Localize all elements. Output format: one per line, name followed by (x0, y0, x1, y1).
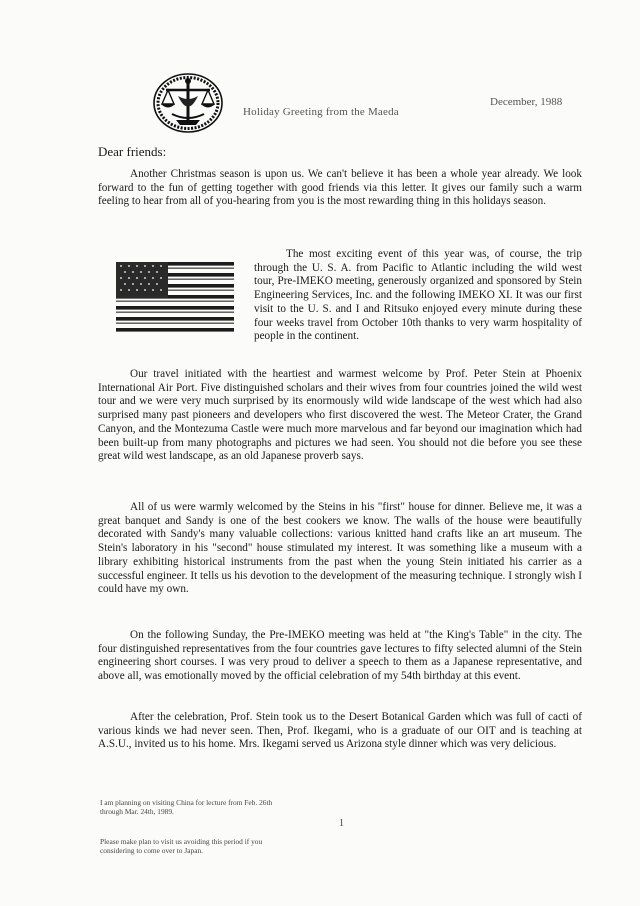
footnote-china-lecture: I am planning on visiting China for lecture from Feb. 26th through Mar. 24th, 1989. (100, 798, 273, 816)
page-mark: 1 (339, 818, 344, 829)
paragraph-stein-house: All of us were warmly welcomed by the Steins in his "first" house for dinner. Believe me, it was a great banquet and Sandy is one of the best cookers we know. The walls of the house were beautifully decorated with Sandy's many valuable collections: various knitted hand crafts like an art museum. The Stein's laboratory in his "second" house stimulated my interest. It was something like a museum with a library exhibiting historical instruments from the past when the young Stein initiated his carrier as a successful engineer. It tells us his devotion to the development of the measuring technique. I strongly wish I could have my own. (98, 501, 582, 596)
paragraph-christmas-greeting: Another Christmas season is upon us. We can't believe it has been a whole year already. We look forward to the fun of getting together with good friends via this letter. It gives our family such a warm feeling to hear from all of you-hearing from you is the most rewarding thing in this holidays season. (98, 168, 582, 208)
scales-crest-emblem-icon (152, 72, 224, 134)
flag-text-wrap-spacer (98, 248, 254, 354)
paragraph-botanical-garden: After the celebration, Prof. Stein took us to the Desert Botanical Garden which was full of cacti of various kinds we had never seen. Then, Prof. Ikegami, who is a graduate of our OIT and is teaching at A.S.U., invited us to his home. Mrs. Ikegami served us Arizona style dinner which was very delicious. (98, 711, 582, 751)
salutation: Dear friends: (98, 144, 167, 159)
letter-title: Holiday Greeting from the Maeda (243, 106, 399, 118)
paragraph-usa-trip: The most exciting event of this year was, of course, the trip through the U. S. A. from Pacific to Atlantic including the wild west tour, Pre-IMEKO meeting, generously organized and sponsored by Stein Engineering Services, Inc. and the following IMEKO XI. It was our first visit to the U. S. and I and Ritsuko enjoyed every minute during these four weeks travel from October 10th thanks to very warm hospitality of people in the continent. (98, 248, 582, 354)
footnote-visit-notice: Please make plan to visit us avoiding this period if you considering to come over to Japan. (100, 837, 263, 855)
paragraph-wild-west-tour: Our travel initiated with the heartiest and warmest welcome by Prof. Peter Stein at Phoenix International Air Port. Five distinguished scholars and their wives from four countries joined the wild west tour and we were very much surprised by its enormously wild wide landscape of the west which had also surprised many past pioneers and developers who first discovered the west. The Meteor Crater, the Grand Canyon, and the Montezuma Castle were much more marvelous and far beyond our imagination which had been built-up from many photographs and pictures we had seen. You should not die before you see these great wild west landscape, as an old Japanese proverb says. (98, 368, 582, 463)
paragraph-pre-imeko-meeting: On the following Sunday, the Pre-IMEKO meeting was held at "the King's Table" in the city. The four distinguished representatives from the four countries gave lectures to fifty selected alumni of the Stein engineering short courses. I was very proud to deliver a speech to them as a Japanese representative, and above all, was emotionally moved by the official celebration of my 54th birthday at this event. (98, 629, 582, 683)
letter-date: December, 1988 (490, 96, 563, 108)
